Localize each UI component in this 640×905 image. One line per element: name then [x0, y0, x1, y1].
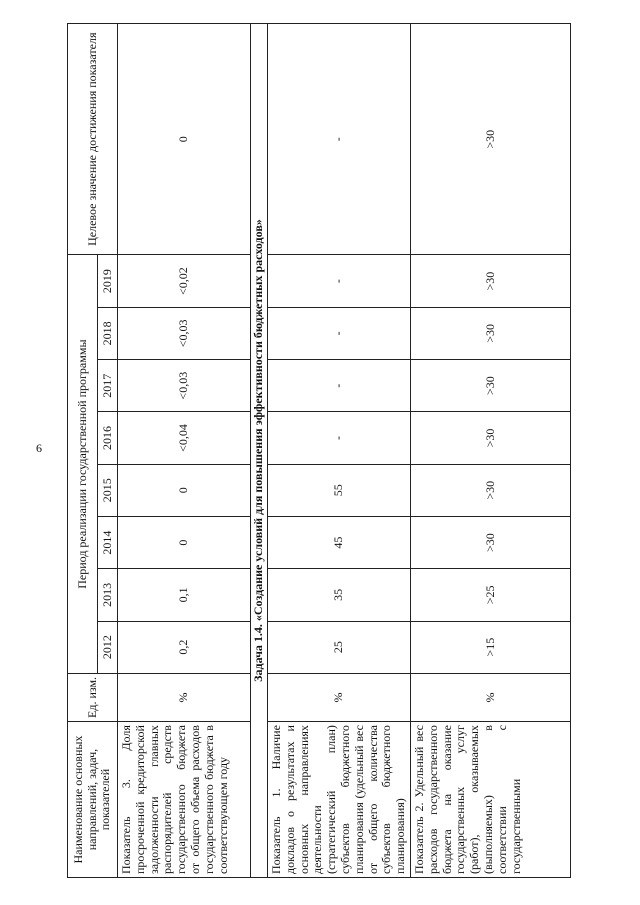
indicator-value: >30 — [410, 307, 570, 359]
indicator-table — [67, 23, 571, 878]
indicator-value: >15 — [410, 621, 570, 673]
indicator-target: - — [268, 24, 411, 255]
header-year: 2018 — [98, 307, 118, 359]
header-year: 2017 — [98, 360, 118, 412]
indicator-value: - — [268, 307, 411, 359]
rotated-page — [67, 23, 622, 878]
header-unit: Ед. изм. — [68, 673, 118, 721]
indicator-value: <0,02 — [118, 255, 251, 307]
header-year: 2013 — [98, 569, 118, 621]
indicator-value: <0,03 — [118, 307, 251, 359]
indicator-target: 0 — [118, 24, 251, 255]
header-target: Целевое значение достижения показателя — [68, 24, 118, 255]
table-row — [118, 24, 251, 878]
indicator-value: >30 — [410, 360, 570, 412]
indicator-value: - — [268, 255, 411, 307]
indicator-unit: % — [410, 673, 570, 721]
indicator-name: Показатель 3. Доля просроченной кредиторской задолженности главных распорядителей средств государственного бюджета от общего объема расходов государственного бюджета в соответствующем году — [118, 722, 251, 878]
indicator-value: - — [268, 412, 411, 464]
table-row — [410, 24, 570, 878]
indicator-value: <0,03 — [118, 360, 251, 412]
indicator-unit: % — [118, 673, 251, 721]
header-year: 2014 — [98, 516, 118, 568]
task-heading: Задача 1.4. «Создание условий для повышения эффективности бюджетных расходов» — [251, 24, 268, 878]
indicator-value: 35 — [268, 569, 411, 621]
indicator-unit: % — [268, 673, 411, 721]
indicator-value: >30 — [410, 516, 570, 568]
indicator-value: >30 — [410, 412, 570, 464]
header-year: 2015 — [98, 464, 118, 516]
indicator-value: 0 — [118, 516, 251, 568]
indicator-value: 55 — [268, 464, 411, 516]
indicator-value: 45 — [268, 516, 411, 568]
table-row — [268, 24, 411, 878]
header-name: Наименование основных направлений, задач, показателей — [68, 722, 118, 878]
header-year: 2012 — [98, 621, 118, 673]
indicator-value: 0,2 — [118, 621, 251, 673]
indicator-value: 25 — [268, 621, 411, 673]
indicator-value: 0 — [118, 464, 251, 516]
page-number: 6 — [36, 441, 42, 455]
indicator-value: >30 — [410, 255, 570, 307]
indicator-value: >30 — [410, 464, 570, 516]
header-year: 2019 — [98, 255, 118, 307]
indicator-value: - — [268, 360, 411, 412]
header-period: Период реализации государственной программы — [68, 255, 98, 673]
indicator-name: Показатель 2. Удельный вес расходов государственного бюджета на оказание государственных услуг (работ), оказываемых (выполняемых) в соответствии с государственными — [410, 722, 570, 878]
header-year: 2016 — [98, 412, 118, 464]
indicator-value: >25 — [410, 569, 570, 621]
indicator-value: <0,04 — [118, 412, 251, 464]
indicator-name: Показатель 1. Наличие докладов о результатах и основных направлениях деятельности (стратегический план) субъектов бюджетного планирования (удельный вес от общего количества субъектов бюджетного планирования) — [268, 722, 411, 878]
indicator-target: >30 — [410, 24, 570, 255]
task-row — [251, 24, 268, 878]
indicator-value: 0,1 — [118, 569, 251, 621]
